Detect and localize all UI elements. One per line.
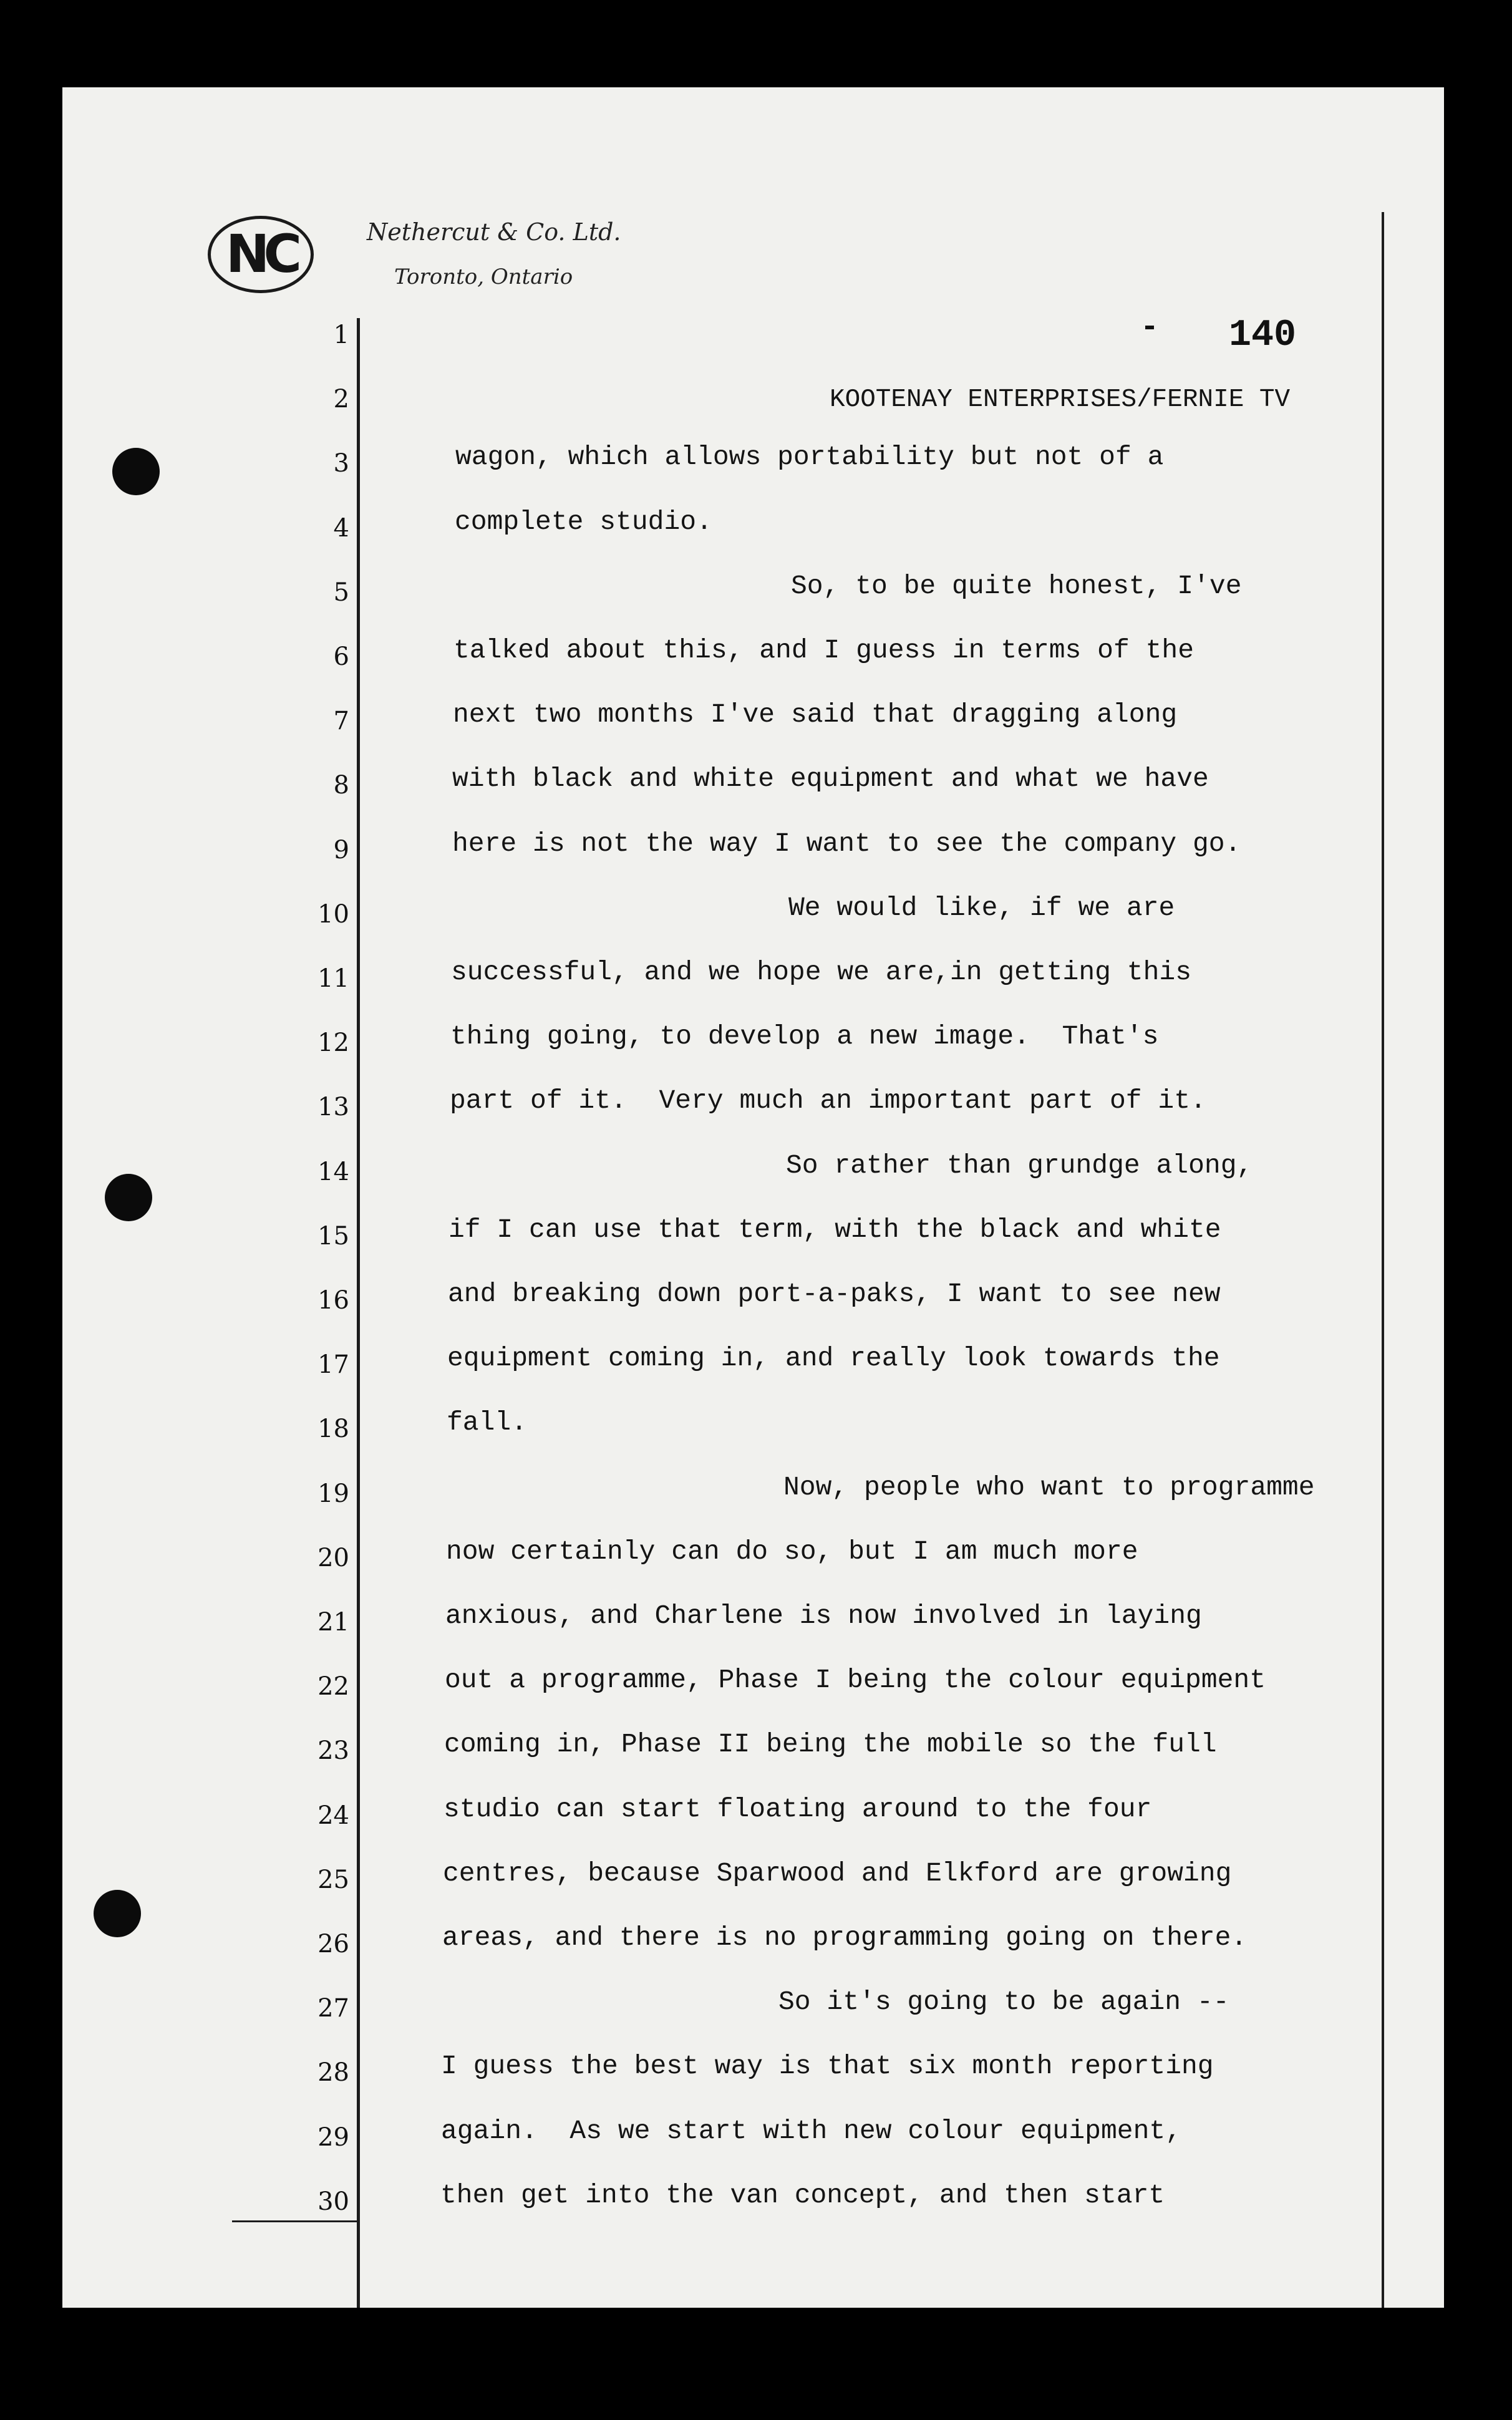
transcript-line: anxious, and Charlene is now involved in laying [445, 1600, 1202, 1631]
line-number: 20 [317, 1543, 349, 1572]
transcript-line: then get into the van concept, and then start [440, 2179, 1165, 2210]
transcript-line: here is not the way I want to see the company go. [452, 828, 1241, 859]
transcript-line: next two months I've said that dragging along [453, 699, 1178, 730]
transcript-line: if I can use that term, with the black and white [448, 1214, 1221, 1245]
line-number: 15 [317, 1221, 349, 1251]
page-dash-mark [1145, 326, 1154, 329]
transcript-line: with black and white equipment and what we have [452, 763, 1209, 795]
transcript-line: coming in, Phase II being the mobile so the full [444, 1729, 1217, 1760]
transcript-line: I guess the best way is that six month reporting [441, 2051, 1214, 2082]
transcript-page [62, 87, 1444, 2308]
transcript-line: equipment coming in, and really look towards the [447, 1343, 1220, 1374]
transcript-line: out a programme, Phase I being the colour equipment [445, 1665, 1266, 1696]
transcript-line: fall. [447, 1407, 528, 1438]
paragraph-start-line: So, to be quite honest, I've [791, 570, 1242, 601]
line-number: 21 [317, 1608, 349, 1637]
firm-city: Toronto, Ontario [394, 264, 573, 289]
transcript-line: wagon, which allows portability but not of a [455, 442, 1164, 473]
line-number: 24 [317, 1801, 349, 1830]
transcript-line: successful, and we hope we are,in getting this [451, 957, 1191, 987]
transcript-line: studio can start floating around to the four [443, 1793, 1152, 1824]
paragraph-start-line: So it's going to be again -- [778, 1987, 1229, 2018]
line-number: 8 [333, 771, 349, 800]
transcript-line: again. As we start with new colour equipment, [441, 2115, 1181, 2146]
line-number: 16 [317, 1286, 349, 1315]
line-30-rule [232, 2220, 358, 2222]
line-number: 30 [317, 2187, 349, 2216]
firm-name: Nethercut & Co. Ltd. [367, 218, 621, 246]
transcript-line: thing going, to develop a new image. That's [450, 1021, 1159, 1052]
line-number: 18 [317, 1415, 349, 1444]
right-margin-rule [1382, 212, 1384, 2308]
line-number: 14 [317, 1157, 349, 1186]
page-number: 140 [1229, 314, 1297, 357]
line-number: 23 [317, 1736, 349, 1766]
line-number: 11 [317, 964, 349, 993]
transcript-line: now certainly can do so, but I am much more [446, 1536, 1138, 1567]
line-number: 6 [333, 642, 349, 671]
punch-hole-bottom [94, 1890, 141, 1937]
line-number: 19 [317, 1479, 349, 1508]
line-number: 4 [333, 513, 349, 543]
line-number: 12 [317, 1028, 349, 1058]
line-number: 1 [333, 321, 349, 349]
paragraph-start-line: We would like, if we are [788, 892, 1175, 923]
line-number: 27 [317, 1994, 349, 2023]
line-number: 5 [333, 578, 349, 607]
paragraph-start-line: So rather than grundge along, [786, 1150, 1253, 1181]
line-number: 22 [317, 1672, 349, 1701]
line-number: 7 [333, 707, 349, 736]
line-number: 17 [317, 1350, 349, 1380]
punch-hole-middle [105, 1174, 152, 1221]
line-number: 26 [317, 1930, 349, 1958]
transcript-line: centres, because Sparwood and Elkford are growing [443, 1857, 1232, 1889]
transcript-line: and breaking down port-a-paks, I want to see new [448, 1279, 1221, 1309]
line-number: 13 [317, 1093, 349, 1122]
transcript-line: areas, and there is no programming going on there. [442, 1922, 1248, 1953]
line-number: 28 [317, 2058, 349, 2088]
line-number: 2 [333, 385, 349, 414]
transcript-line: talked about this, and I guess in terms of the [453, 635, 1194, 666]
line-number: 9 [333, 835, 349, 864]
punch-hole-top [112, 448, 160, 495]
transcript-header: KOOTENAY ENTERPRISES/FERNIE TV [830, 385, 1291, 414]
transcript-line: complete studio. [455, 506, 712, 537]
line-number: 29 [317, 2122, 349, 2152]
margin-rule [357, 318, 360, 2308]
line-number: 3 [333, 449, 349, 478]
line-number: 10 [317, 899, 349, 929]
paragraph-start-line: Now, people who want to programme [783, 1471, 1315, 1503]
firm-logo: NC [208, 216, 314, 293]
line-number: 25 [317, 1865, 349, 1894]
transcript-line: part of it. Very much an important part of it. [450, 1085, 1206, 1116]
